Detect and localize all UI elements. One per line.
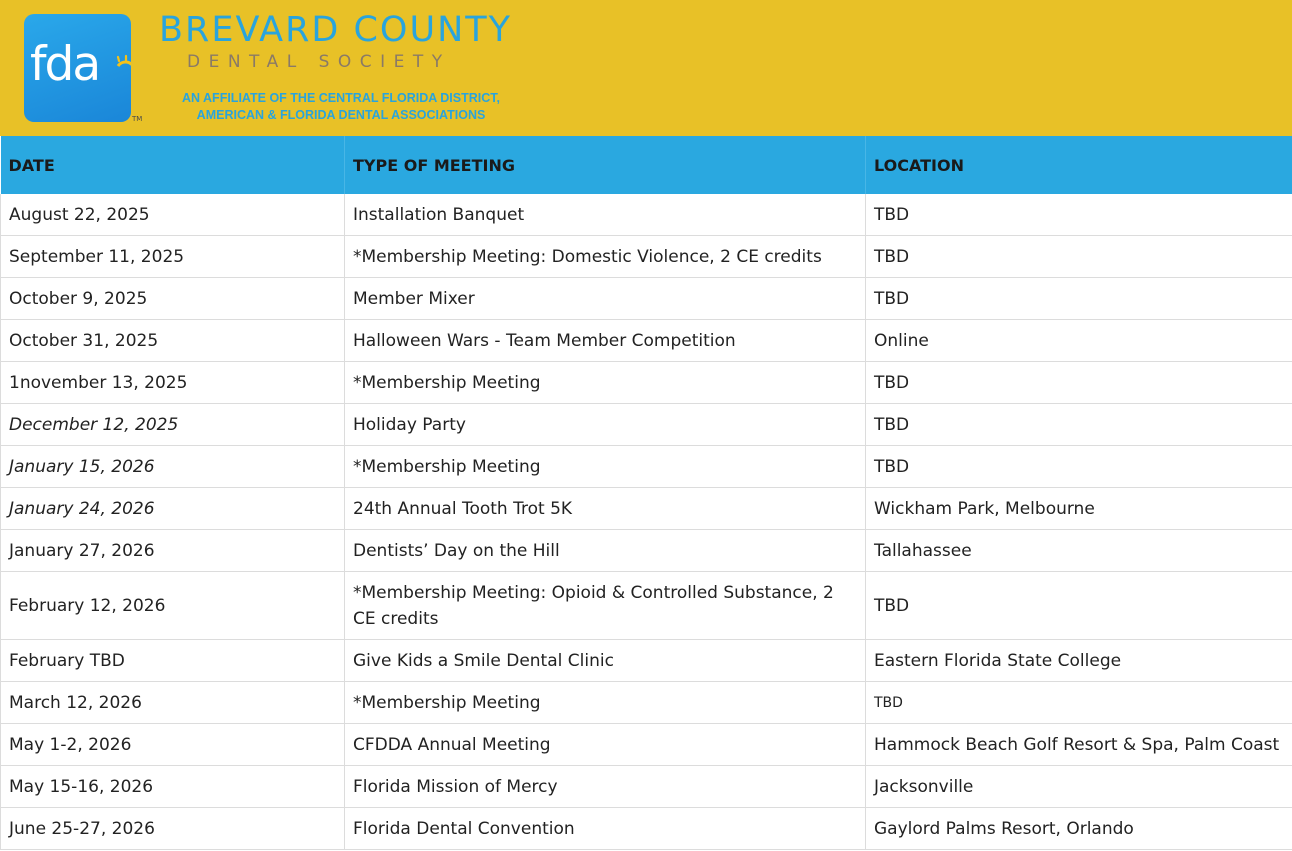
date-cell: 1november 13, 2025	[1, 362, 345, 404]
column-header-meeting: TYPE OF MEETING	[345, 136, 866, 194]
date-cell: February 12, 2026	[1, 572, 345, 640]
meeting-cell: Florida Dental Convention	[345, 808, 866, 850]
meetings-table	[0, 136, 1292, 850]
table-row	[1, 194, 1292, 236]
table-row	[1, 530, 1292, 572]
meeting-cell: *Membership Meeting: Opioid & Controlled Substance, 2 CE credits	[345, 572, 866, 640]
date-cell: October 31, 2025	[1, 320, 345, 362]
date-cell: January 27, 2026	[1, 530, 345, 572]
location-cell: TBD	[866, 194, 1292, 236]
location-cell: TBD	[866, 446, 1292, 488]
date-cell: January 15, 2026	[1, 446, 345, 488]
table-row	[1, 236, 1292, 278]
table-row	[1, 362, 1292, 404]
meeting-cell: *Membership Meeting	[345, 362, 866, 404]
table-row	[1, 446, 1292, 488]
trademark-mark: TM	[132, 115, 143, 123]
location-cell: Jacksonville	[866, 766, 1292, 808]
affiliate-line-1: AN AFFILIATE OF THE CENTRAL FLORIDA DISTRICT,	[181, 91, 501, 105]
location-cell: TBD	[866, 278, 1292, 320]
meeting-cell: Installation Banquet	[345, 194, 866, 236]
meeting-cell: Holiday Party	[345, 404, 866, 446]
table-row	[1, 278, 1292, 320]
table-row	[1, 640, 1292, 682]
society-title: BREVARD COUNTY	[159, 10, 513, 50]
meeting-cell: Dentists’ Day on the Hill	[345, 530, 866, 572]
meeting-cell: 24th Annual Tooth Trot 5K	[345, 488, 866, 530]
header-banner	[0, 0, 1292, 136]
table-row	[1, 404, 1292, 446]
table-header-row	[1, 136, 1292, 194]
column-header-location: LOCATION	[866, 136, 1292, 194]
location-cell: Tallahassee	[866, 530, 1292, 572]
column-header-date: DATE	[1, 136, 345, 194]
location-cell: Gaylord Palms Resort, Orlando	[866, 808, 1292, 850]
location-cell: Wickham Park, Melbourne	[866, 488, 1292, 530]
date-cell: February TBD	[1, 640, 345, 682]
fda-logo	[24, 14, 131, 122]
table-row	[1, 682, 1292, 724]
meeting-cell: CFDDA Annual Meeting	[345, 724, 866, 766]
meeting-cell: Member Mixer	[345, 278, 866, 320]
date-cell: May 15-16, 2026	[1, 766, 345, 808]
sun-icon	[108, 54, 131, 88]
location-cell: Eastern Florida State College	[866, 640, 1292, 682]
date-cell: March 12, 2026	[1, 682, 345, 724]
date-cell: January 24, 2026	[1, 488, 345, 530]
date-cell: August 22, 2025	[1, 194, 345, 236]
table-row	[1, 766, 1292, 808]
location-cell: TBD	[866, 404, 1292, 446]
meeting-cell: Florida Mission of Mercy	[345, 766, 866, 808]
date-cell: December 12, 2025	[1, 404, 345, 446]
society-subtitle: DENTAL SOCIETY	[187, 52, 451, 72]
location-cell: TBD	[866, 572, 1292, 640]
table-row	[1, 320, 1292, 362]
date-cell: June 25-27, 2026	[1, 808, 345, 850]
date-cell: September 11, 2025	[1, 236, 345, 278]
location-cell: Online	[866, 320, 1292, 362]
location-cell: TBD	[866, 362, 1292, 404]
date-cell: May 1-2, 2026	[1, 724, 345, 766]
meeting-cell: *Membership Meeting: Domestic Violence, 2 CE credits	[345, 236, 866, 278]
meeting-cell: Give Kids a Smile Dental Clinic	[345, 640, 866, 682]
meeting-cell: *Membership Meeting	[345, 446, 866, 488]
location-cell: Hammock Beach Golf Resort & Spa, Palm Coast	[866, 724, 1292, 766]
meeting-cell: Halloween Wars - Team Member Competition	[345, 320, 866, 362]
table-row	[1, 488, 1292, 530]
location-cell: TBD	[866, 682, 1292, 724]
affiliate-line-2: AMERICAN & FLORIDA DENTAL ASSOCIATIONS	[196, 108, 486, 122]
logo-text: fda	[30, 37, 100, 92]
meeting-cell: *Membership Meeting	[345, 682, 866, 724]
table-row	[1, 808, 1292, 850]
table-row	[1, 724, 1292, 766]
affiliate-statement	[160, 90, 522, 124]
location-cell: TBD	[866, 236, 1292, 278]
table-row	[1, 572, 1292, 640]
date-cell: October 9, 2025	[1, 278, 345, 320]
